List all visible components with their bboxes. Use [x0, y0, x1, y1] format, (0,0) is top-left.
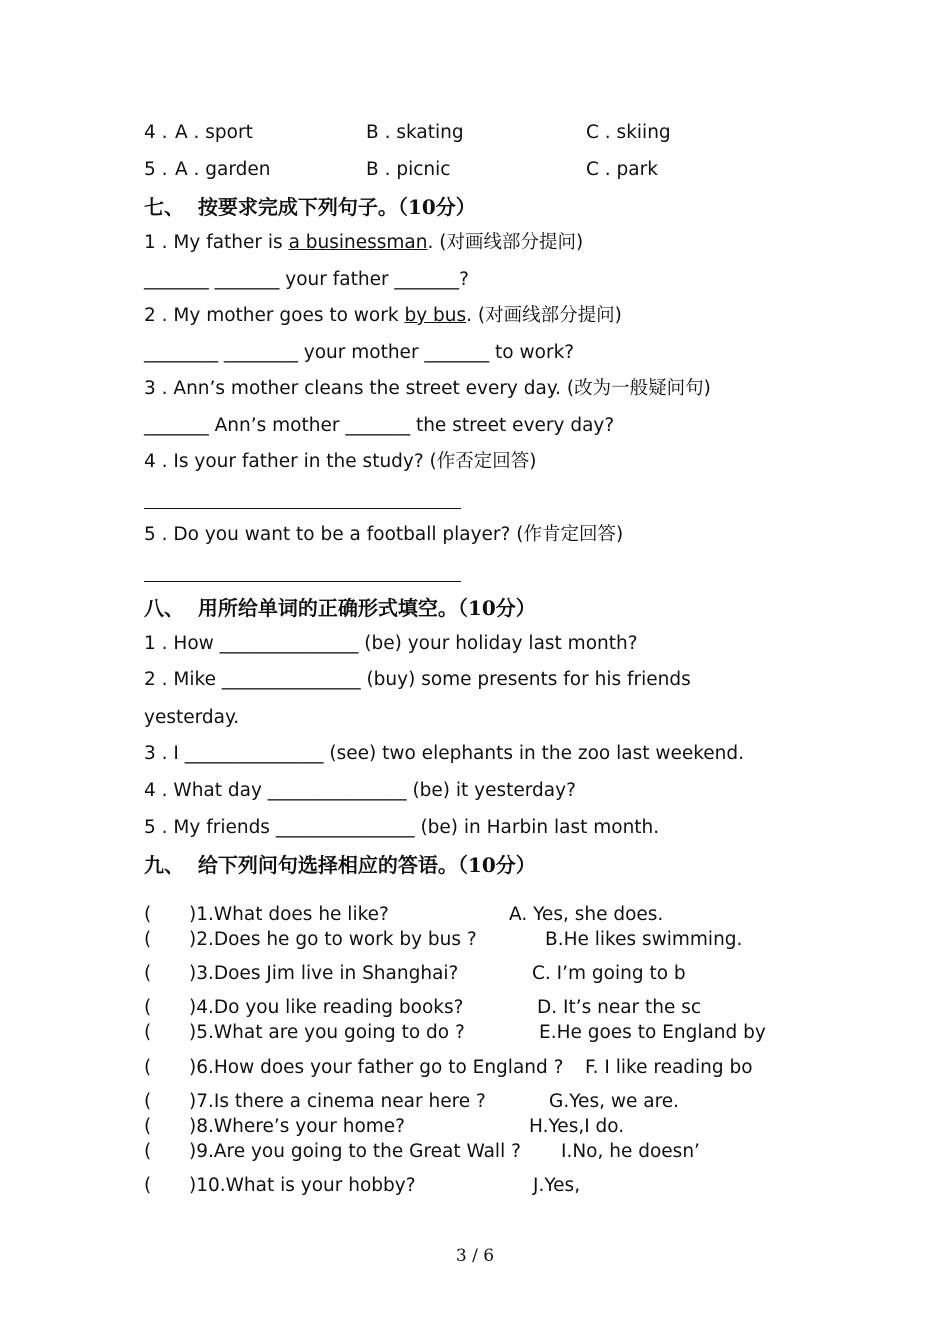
s9-row1-question: )1.What does he like? — [189, 904, 389, 925]
s8-q5: 5 . My friends _______________ (be) in Harbin last month. — [144, 817, 660, 838]
s7-q2-answer: ________ ________ your mother _______ to work? — [144, 342, 575, 363]
s9-row6-answer: F. I like reading bo — [585, 1057, 753, 1078]
q5-option-b: B . picnic — [366, 159, 451, 180]
s9-row6-question: )6.How does your father go to England ? — [189, 1057, 564, 1078]
s9-row4-question: )4.Do you like reading books? — [189, 997, 464, 1018]
q4-option-a: A . sport — [175, 122, 253, 143]
s9-row8-answer: H.Yes,I do. — [529, 1116, 625, 1137]
page-number: 3 / 6 — [455, 1246, 495, 1266]
s9-row9-paren: ( — [144, 1141, 152, 1162]
section8-heading: 八、 用所给单词的正确形式填空。（10分） — [144, 596, 536, 620]
s9-row5-paren: ( — [144, 1022, 152, 1043]
q4-option-b: B . skating — [366, 122, 464, 143]
s9-row3-paren: ( — [144, 963, 152, 984]
s7-q2-text: 2 . My mother goes to work — [144, 305, 405, 326]
s7-q2-instruction: . (对画线部分提问) — [466, 305, 622, 326]
q5-number: 5 . — [144, 159, 168, 180]
s8-q1: 1 . How _______________ (be) your holiday last month? — [144, 633, 638, 654]
s7-q4-answer-line — [144, 508, 461, 509]
s7-q5: 5 . Do you want to be a football player? (作肯定回答) — [144, 524, 624, 545]
s9-row4-paren: ( — [144, 997, 152, 1018]
s7-q4: 4 . Is your father in the study? (作否定回答) — [144, 451, 537, 472]
s9-row10-answer: J.Yes, — [533, 1175, 581, 1196]
s9-row3-answer: C. I’m going to b — [532, 963, 686, 984]
s8-q4: 4 . What day _______________ (be) it yesterday? — [144, 780, 576, 801]
s9-row2-question: )2.Does he go to work by bus ? — [189, 929, 477, 950]
s9-row7-question: )7.Is there a cinema near here ? — [189, 1091, 486, 1112]
q4-number: 4 . — [144, 122, 168, 143]
s7-q1 — [144, 234, 583, 253]
s7-q2-underlined: by bus — [404, 305, 467, 326]
s7-q1-answer: _______ _______ your father _______? — [144, 269, 470, 290]
s9-row2-paren: ( — [144, 929, 152, 950]
q5-option-c: C . park — [586, 159, 658, 180]
q5-option-a: A . garden — [175, 159, 271, 180]
s9-row2-answer: B.He likes swimming. — [545, 929, 743, 950]
q4-option-c: C . skiing — [586, 122, 671, 143]
s9-row7-answer: G.Yes, we are. — [549, 1091, 680, 1112]
s7-q3-answer: _______ Ann’s mother _______ the street every day? — [144, 415, 615, 436]
s8-q3: 3 . I _______________ (see) two elephants in the zoo last weekend. — [144, 743, 745, 764]
s8-q2: 2 . Mike _______________ (buy) some presents for his friends — [144, 669, 691, 690]
s9-row9-answer: I.No, he doesn’ — [561, 1141, 700, 1162]
s7-q2 — [144, 307, 622, 326]
s8-q2-continued: yesterday. — [144, 707, 240, 728]
section9-heading: 九、 给下列问句选择相应的答语。（10分） — [144, 853, 536, 877]
s9-row10-paren: ( — [144, 1175, 152, 1196]
s7-q1-text: 1 . My father is — [144, 232, 289, 253]
s9-row5-answer: E.He goes to England by — [539, 1022, 766, 1043]
s9-row8-paren: ( — [144, 1116, 152, 1137]
s9-row9-question: )9.Are you going to the Great Wall ? — [189, 1141, 521, 1162]
s9-row1-paren: ( — [144, 904, 152, 925]
s9-row7-paren: ( — [144, 1091, 152, 1112]
s9-row4-answer: D. It’s near the sc — [537, 997, 702, 1018]
s9-row1-answer: A. Yes, she does. — [509, 904, 664, 925]
s9-row5-question: )5.What are you going to do ? — [189, 1022, 465, 1043]
s7-q1-underlined: a businessman — [288, 232, 428, 253]
s9-row3-question: )3.Does Jim live in Shanghai? — [189, 963, 459, 984]
s7-q3: 3 . Ann’s mother cleans the street every day. (改为一般疑问句) — [144, 378, 711, 399]
section7-heading: 七、 按要求完成下列句子。（10分） — [144, 195, 476, 219]
s9-row8-question: )8.Where’s your home? — [189, 1116, 405, 1137]
s9-row6-paren: ( — [144, 1057, 152, 1078]
s7-q1-instruction: . (对画线部分提问) — [427, 232, 584, 253]
s7-q5-answer-line — [144, 581, 461, 582]
s9-row10-question: )10.What is your hobby? — [189, 1175, 416, 1196]
